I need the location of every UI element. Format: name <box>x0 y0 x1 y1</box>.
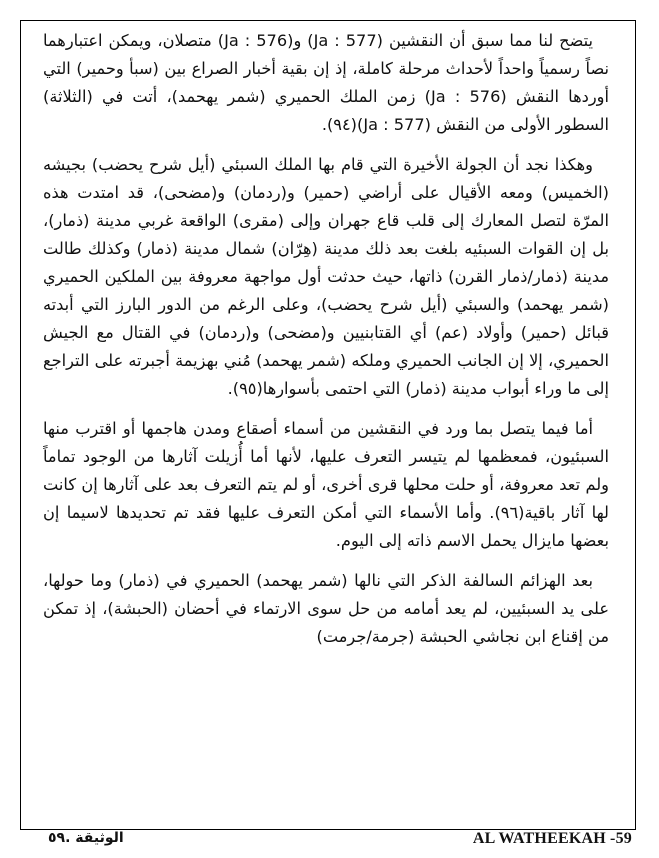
paragraph-4: بعد الهزائم السالفة الذكر التي نالها (شمر يهحمد) الحميري في (ذمار) وما حولها، على يد السبئيين، لم يعد أمامه من حل سوى الارتماء في أحضان (الحبشة)، إذ تمكن من إقناع ابن نجاشي الحبشة (جرمة/جرمت) <box>43 571 609 646</box>
paragraph-2: وهكذا نجد أن الجولة الأخيرة التي قام بها الملك السبئي (أيل شرح يحضب) بجيشه (الخميس) ومعه الأقيال على أراضي (حمير) و(ردمان) و(مضحى)، قد امتدت هذه المرّة لتصل المعارك إلى قلب قاع جهران وإلى (مقرى) الواقعة غربي مدينة (ذمار)، بل إن القوات السبئيه بلغت بعد ذلك مدينة (هِرّان) شمال مدينة (ذمار) وكذلك طالت مدينة (ذمار/ذمار القرن) ذاتها، حيث حدثت أول مواجهة معروفة بين الملكين الحميري (شمر يهحمد) والسبئي (أيل شرح يحضب)، وعلى الرغم من الدور البارز التي أبدته قبائل (حمير) وأولاد (عم) أي القتابنيين و(مضحى) و(ردمان) في القتال مع الجيش الحميري، إلا إن الجانب الحميري وملكه (شمر يهحمد) مُني بهزيمة أجبرته على التراجع إلى ما وراء أبواب مدينة (ذمار) التي احتمى بأسوارها(٩٥). <box>43 155 609 398</box>
text-frame <box>20 20 636 830</box>
footer-arabic-label: الوثيقة .٥٩ <box>48 830 124 846</box>
body-text <box>43 27 609 659</box>
footer-english-label: AL WATHEEKAH -59 <box>472 830 632 847</box>
page-footer <box>20 830 636 852</box>
paragraph-3: أما فيما يتصل بما ورد في النقشين من أسماء أصقاع ومدن هاجمها أو اقترب منها السبئيون، فمعظمها لم يتيسر التعرف عليها، لأنها أما أُزيلت آثارها من الوجود تماماً ولم تعد معروفة، أو حلت محلها قرى أخرى، أو لم يتم التعرف بعد على آثارها إن كانت لها آثار باقية(٩٦). وأما الأسماء التي أمكن التعرف عليها فقد تم تحديدها لاسيما إن بعضها مايزال يحمل الاسم ذاته إلى اليوم. <box>43 419 609 550</box>
paragraph-1: يتضح لنا مما سبق أن النقشين (Ja : 577) و(Ja : 576) متصلان، ويمكن اعتبارهما نصاً رسمياً واحداً لأحداث مرحلة كاملة، إذ إن بقية أخبار الصراع بين (سبأ وحمير) التي أوردها النقش (Ja : 576) زمن الملك الحميري (شمر يهحمد)، أتت في (الثلاثة) السطور الأولى من النقش (Ja : 577)(٩٤). <box>43 31 609 134</box>
